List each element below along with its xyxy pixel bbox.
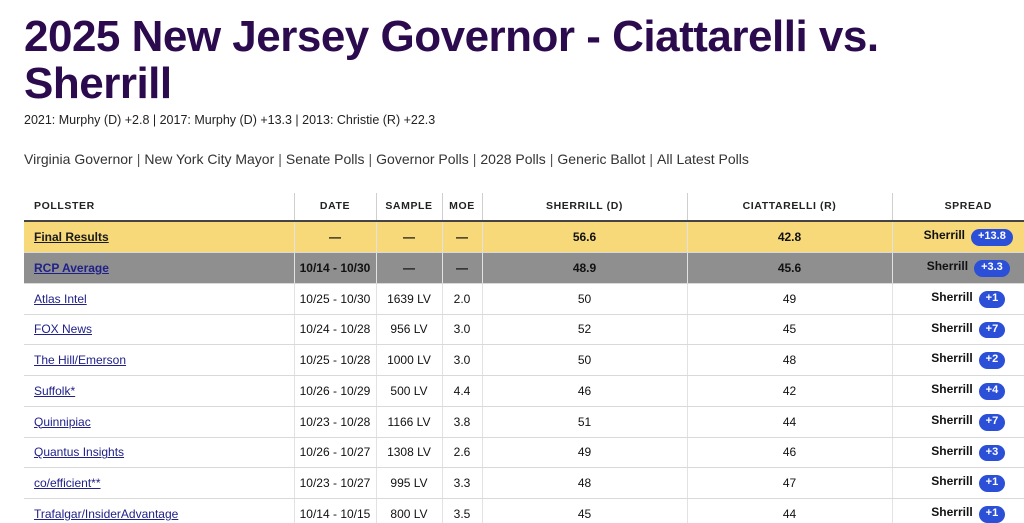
cell-pollster bbox=[24, 499, 294, 523]
cell-pollster bbox=[24, 314, 294, 345]
cell-pollster bbox=[24, 406, 294, 437]
spread-leader: Sherrill bbox=[931, 412, 973, 427]
spread-leader: Sherrill bbox=[926, 259, 969, 273]
cell-spread bbox=[892, 221, 1024, 252]
table-row bbox=[24, 345, 1024, 376]
cell-spread bbox=[892, 468, 1024, 499]
spread-leader: Sherrill bbox=[931, 474, 973, 489]
cell-date: 10/14 - 10/30 bbox=[294, 253, 376, 284]
column-header-sample: SAMPLE bbox=[376, 193, 442, 221]
spread-badge: +13.8 bbox=[971, 229, 1013, 246]
cell-candidate-2: 49 bbox=[687, 283, 892, 314]
cell-date: 10/23 - 10/27 bbox=[294, 468, 376, 499]
column-header-candidate-1: SHERRILL (D) bbox=[482, 193, 687, 221]
cell-candidate-2: 46 bbox=[687, 437, 892, 468]
cell-candidate-2: 48 bbox=[687, 345, 892, 376]
cell-moe: 3.0 bbox=[442, 314, 482, 345]
cell-pollster bbox=[24, 468, 294, 499]
spread-badge: +1 bbox=[979, 291, 1006, 308]
cell-candidate-1: 48 bbox=[482, 468, 687, 499]
table-row bbox=[24, 376, 1024, 407]
cell-pollster bbox=[24, 253, 294, 284]
cell-date: 10/24 - 10/28 bbox=[294, 314, 376, 345]
table-row bbox=[24, 406, 1024, 437]
cell-candidate-1: 45 bbox=[482, 499, 687, 523]
cell-candidate-1: 46 bbox=[482, 376, 687, 407]
pollster-link[interactable]: Quinnipiac bbox=[34, 414, 91, 429]
cell-moe: — bbox=[442, 221, 482, 252]
cell-moe: — bbox=[442, 253, 482, 284]
nav-link-generic-ballot[interactable]: Generic Ballot bbox=[557, 151, 646, 168]
cell-sample: 500 LV bbox=[376, 376, 442, 407]
table-row bbox=[24, 314, 1024, 345]
table-row bbox=[24, 253, 1024, 284]
table-header-row bbox=[24, 193, 1024, 221]
cell-pollster bbox=[24, 376, 294, 407]
nav-separator: | bbox=[368, 151, 373, 168]
cell-candidate-2: 45 bbox=[687, 314, 892, 345]
cell-sample: 995 LV bbox=[376, 468, 442, 499]
cell-candidate-2: 44 bbox=[687, 499, 892, 523]
pollster-link[interactable]: Suffolk* bbox=[34, 383, 76, 398]
page-title: 2025 New Jersey Governor - Ciattarelli vs. Sherrill bbox=[24, 12, 879, 108]
cell-date: 10/25 - 10/28 bbox=[294, 345, 376, 376]
spread-badge: +1 bbox=[979, 506, 1006, 523]
cell-moe: 2.6 bbox=[442, 437, 482, 468]
table-row bbox=[24, 221, 1024, 252]
spread-badge: +7 bbox=[979, 322, 1006, 339]
cell-date: 10/25 - 10/30 bbox=[294, 283, 376, 314]
cell-candidate-2: 45.6 bbox=[687, 253, 892, 284]
cell-date: 10/26 - 10/29 bbox=[294, 376, 376, 407]
cell-spread bbox=[892, 406, 1024, 437]
cell-spread bbox=[892, 376, 1024, 407]
nav-separator: | bbox=[549, 151, 554, 168]
cell-date: 10/26 - 10/27 bbox=[294, 437, 376, 468]
cell-moe: 3.5 bbox=[442, 499, 482, 523]
nav-separator: | bbox=[136, 151, 141, 168]
column-header-candidate-2: CIATTARELLI (R) bbox=[687, 193, 892, 221]
polls-table bbox=[24, 193, 1024, 523]
cell-candidate-1: 52 bbox=[482, 314, 687, 345]
polls-table-body bbox=[24, 221, 1024, 523]
cell-spread bbox=[892, 314, 1024, 345]
cell-spread bbox=[892, 253, 1024, 284]
spread-badge: +3.3 bbox=[974, 260, 1010, 277]
table-row bbox=[24, 468, 1024, 499]
cell-candidate-1: 56.6 bbox=[482, 221, 687, 252]
nav-link-new-york-city-mayor[interactable]: New York City Mayor bbox=[144, 151, 275, 168]
cell-pollster bbox=[24, 221, 294, 252]
column-header-date: DATE bbox=[294, 193, 376, 221]
nav-link-virginia-governor[interactable]: Virginia Governor bbox=[24, 151, 133, 168]
cell-moe: 3.8 bbox=[442, 406, 482, 437]
table-row bbox=[24, 283, 1024, 314]
cell-date: 10/14 - 10/15 bbox=[294, 499, 376, 523]
spread-leader: Sherrill bbox=[931, 505, 973, 519]
pollster-link[interactable]: RCP Average bbox=[34, 260, 109, 275]
pollster-link[interactable]: Final Results bbox=[34, 230, 109, 245]
cell-sample: 1308 LV bbox=[376, 437, 442, 468]
nav-separator: | bbox=[278, 151, 282, 168]
cell-pollster bbox=[24, 437, 294, 468]
nav-link-governor-polls[interactable]: Governor Polls bbox=[376, 151, 469, 168]
spread-badge: +4 bbox=[979, 383, 1006, 400]
historical-results-line: 2021: Murphy (D) +2.8 | 2017: Murphy (D) +13.3 | 2013: Christie (R) +22.3 bbox=[24, 113, 436, 128]
column-header-moe: MOE bbox=[442, 193, 482, 221]
cell-candidate-2: 42 bbox=[687, 376, 892, 407]
related-polls-nav bbox=[24, 151, 1000, 167]
cell-sample: 1000 LV bbox=[376, 345, 442, 376]
cell-date: 10/23 - 10/28 bbox=[294, 406, 376, 437]
cell-candidate-1: 50 bbox=[482, 283, 687, 314]
cell-moe: 4.4 bbox=[442, 376, 482, 407]
nav-link-senate-polls[interactable]: Senate Polls bbox=[285, 151, 365, 168]
nav-link-all-latest-polls[interactable]: All Latest Polls bbox=[657, 151, 749, 168]
cell-candidate-1: 51 bbox=[482, 406, 687, 437]
cell-sample: 1166 LV bbox=[376, 406, 442, 437]
column-header-spread: SPREAD bbox=[892, 193, 1024, 221]
cell-sample: 1639 LV bbox=[376, 283, 442, 314]
cell-spread bbox=[892, 345, 1024, 376]
spread-leader: Sherrill bbox=[923, 228, 965, 243]
spread-badge: +2 bbox=[979, 352, 1006, 369]
spread-leader: Sherrill bbox=[931, 443, 973, 458]
cell-spread bbox=[892, 499, 1024, 523]
spread-badge: +1 bbox=[979, 475, 1006, 492]
cell-candidate-2: 44 bbox=[687, 406, 892, 437]
table-row bbox=[24, 499, 1024, 523]
cell-candidate-2: 47 bbox=[687, 468, 892, 499]
cell-sample: — bbox=[376, 221, 442, 252]
pollster-link[interactable]: FOX News bbox=[34, 322, 93, 337]
spread-leader: Sherrill bbox=[931, 320, 973, 335]
polls-table-head bbox=[24, 193, 1024, 221]
nav-separator: | bbox=[649, 151, 653, 168]
cell-candidate-2: 42.8 bbox=[687, 221, 892, 252]
spread-leader: Sherrill bbox=[931, 289, 973, 304]
spread-badge: +3 bbox=[979, 445, 1006, 462]
table-row bbox=[24, 437, 1024, 468]
cell-sample: 956 LV bbox=[376, 314, 442, 345]
cell-moe: 3.0 bbox=[442, 345, 482, 376]
column-header-pollster: POLLSTER bbox=[24, 193, 294, 221]
cell-date: — bbox=[294, 221, 376, 252]
nav-link-2028-polls[interactable]: 2028 Polls bbox=[480, 151, 546, 168]
spread-leader: Sherrill bbox=[931, 351, 973, 366]
cell-spread bbox=[892, 283, 1024, 314]
spread-badge: +7 bbox=[979, 414, 1006, 431]
pollster-link[interactable]: The Hill/Emerson bbox=[34, 353, 127, 368]
spread-leader: Sherrill bbox=[931, 382, 973, 396]
pollster-link[interactable]: co/efficient** bbox=[34, 476, 101, 491]
nav-separator: | bbox=[472, 151, 477, 168]
cell-moe: 2.0 bbox=[442, 283, 482, 314]
pollster-link[interactable]: Atlas Intel bbox=[34, 291, 87, 306]
cell-spread bbox=[892, 437, 1024, 468]
cell-candidate-1: 50 bbox=[482, 345, 687, 376]
cell-candidate-1: 48.9 bbox=[482, 253, 687, 284]
cell-sample: — bbox=[376, 253, 442, 284]
pollster-link[interactable]: Quantus Insights bbox=[34, 445, 125, 460]
cell-pollster bbox=[24, 283, 294, 314]
pollster-link[interactable]: Trafalgar/InsiderAdvantage bbox=[34, 506, 179, 521]
cell-candidate-1: 49 bbox=[482, 437, 687, 468]
cell-pollster bbox=[24, 345, 294, 376]
cell-sample: 800 LV bbox=[376, 499, 442, 523]
cell-moe: 3.3 bbox=[442, 468, 482, 499]
